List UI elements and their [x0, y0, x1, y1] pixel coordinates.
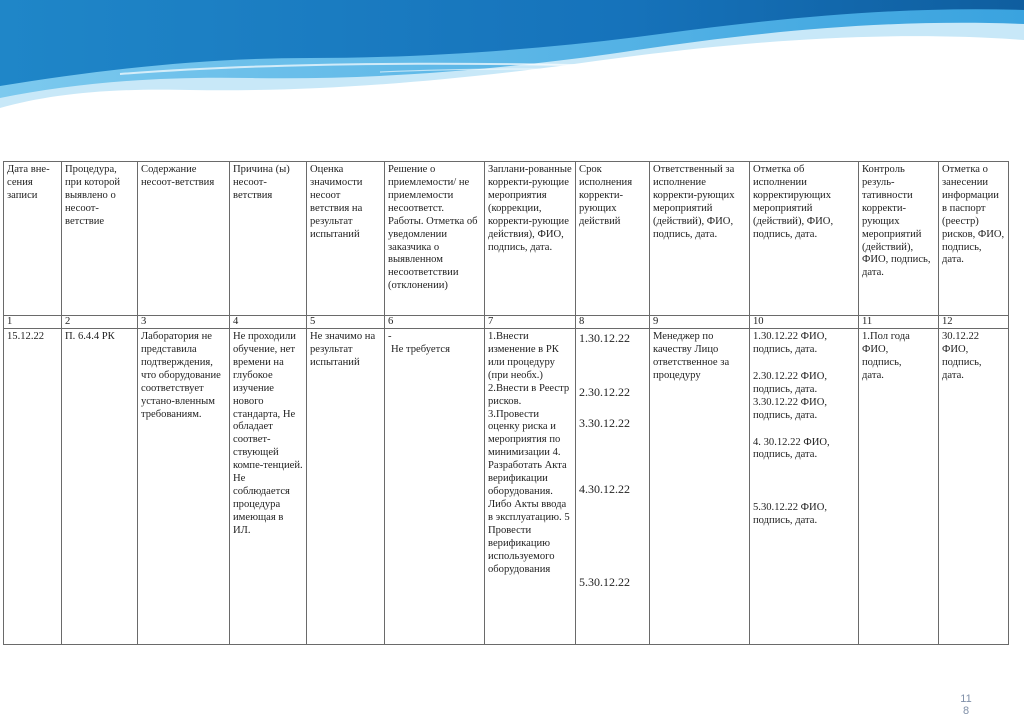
deadline-item: 5.30.12.22	[579, 574, 630, 589]
registry-cell: 30.12.22 ФИО, подпись, дата.	[939, 329, 1009, 645]
mark-item: 4. 30.12.22 ФИО, подпись, дата.	[753, 436, 830, 461]
table-header-row	[4, 162, 1009, 316]
column-number-row	[4, 316, 1009, 329]
header-cell: Причина (ы) несоот-ветствия	[230, 162, 307, 316]
cause-cell: Не проходили обучение, нет времени на глубокое изучение нового стандарта, Не обладает соответ-ствующей компе-тенцией. Не соблюдается процедура имеющая в ИЛ.	[230, 329, 307, 645]
header-cell: Решение о приемлемости/ не приемлемости несоответст. Работы. Отметка об уведомлении заказчика о выявленном несоответствии (отклонении)	[385, 162, 485, 316]
decision-text: Не требуется	[391, 343, 450, 355]
nonconformity-register-table	[3, 161, 1009, 645]
mark-item: 1.30.12.22 ФИО, подпись, дата.	[753, 331, 827, 355]
header-cell: Оценка значимости несоот ветствия на результат испытаний	[307, 162, 385, 316]
entry-date-cell: 15.12.22	[4, 329, 62, 645]
header-cell: Отметка о занесении информации в паспорт (реестр) рисков, ФИО, подпись, дата.	[939, 162, 1009, 316]
table-row	[4, 329, 1009, 645]
column-number: 10	[750, 316, 859, 329]
responsible-cell: Менеджер по качеству Лицо ответственное за процедуру	[650, 329, 750, 645]
mark-item: 2.30.12.22 ФИО, подпись, дата.	[753, 370, 827, 395]
column-number: 9	[650, 316, 750, 329]
actions-cell: 1.Внести изменение в РК или процедуру (при необх.) 2.Внести в Реестр рисков. 3.Провести оценку риска и мероприятия по минимизации 4. Разработать Акта верификации оборудования. Либо Акты ввода в эксплуатацию. 5 Провести верификацию используемого оборудования	[485, 329, 576, 645]
header-cell: Ответственный за исполнение корректи-рующих мероприятий (действий), ФИО, подпись, дата.	[650, 162, 750, 316]
deadline-item: 4.30.12.22	[579, 482, 630, 497]
header-cell: Дата вне-сения записи	[4, 162, 62, 316]
decision-dash: -	[388, 331, 392, 342]
header-cell: Срок исполнения корректи-рующих действий	[576, 162, 650, 316]
column-number: 11	[859, 316, 939, 329]
procedure-cell: П. 6.4.4 РК	[62, 329, 138, 645]
control-cell: 1.Пол года ФИО, подпись, дата.	[859, 329, 939, 645]
mark-item: 3.30.12.22 ФИО, подпись, дата.	[753, 396, 827, 421]
header-wave-decoration	[0, 0, 1024, 110]
column-number: 7	[485, 316, 576, 329]
deadlines-cell	[576, 329, 650, 645]
mark-item: 5.30.12.22 ФИО, подпись, дата.	[753, 502, 827, 527]
marks-cell	[750, 329, 859, 645]
deadline-item: 3.30.12.22	[579, 415, 630, 430]
column-number: 8	[576, 316, 650, 329]
page-number: 11 8	[960, 693, 972, 717]
assessment-cell: Не значимо на результат испытаний	[307, 329, 385, 645]
header-cell: Контроль резуль-тативности корректи-рующих мероприятий (действий), ФИО, подпись, дата.	[859, 162, 939, 316]
column-number: 4	[230, 316, 307, 329]
column-number: 5	[307, 316, 385, 329]
content-cell: Лаборатория не представила подтверждения, что оборудование соответствует устано-вленным требованиям.	[138, 329, 230, 645]
column-number: 2	[62, 316, 138, 329]
column-number: 3	[138, 316, 230, 329]
header-cell: Содержание несоот-ветствия	[138, 162, 230, 316]
deadline-item: 2.30.12.22	[579, 385, 630, 400]
column-number: 1	[4, 316, 62, 329]
column-number: 6	[385, 316, 485, 329]
header-cell: Отметка об исполнении корректирующих мероприятий (действий), ФИО, подпись, дата.	[750, 162, 859, 316]
header-cell: Процедура, при которой выявлено о несоот-ветствие	[62, 162, 138, 316]
column-number: 12	[939, 316, 1009, 329]
header-cell: Заплани-рованные корректи-рующие мероприятия (коррекции, корректи-рующие действия), ФИО, подпись, дата.	[485, 162, 576, 316]
deadline-item: 1.30.12.22	[579, 331, 630, 345]
decision-cell	[385, 329, 485, 645]
